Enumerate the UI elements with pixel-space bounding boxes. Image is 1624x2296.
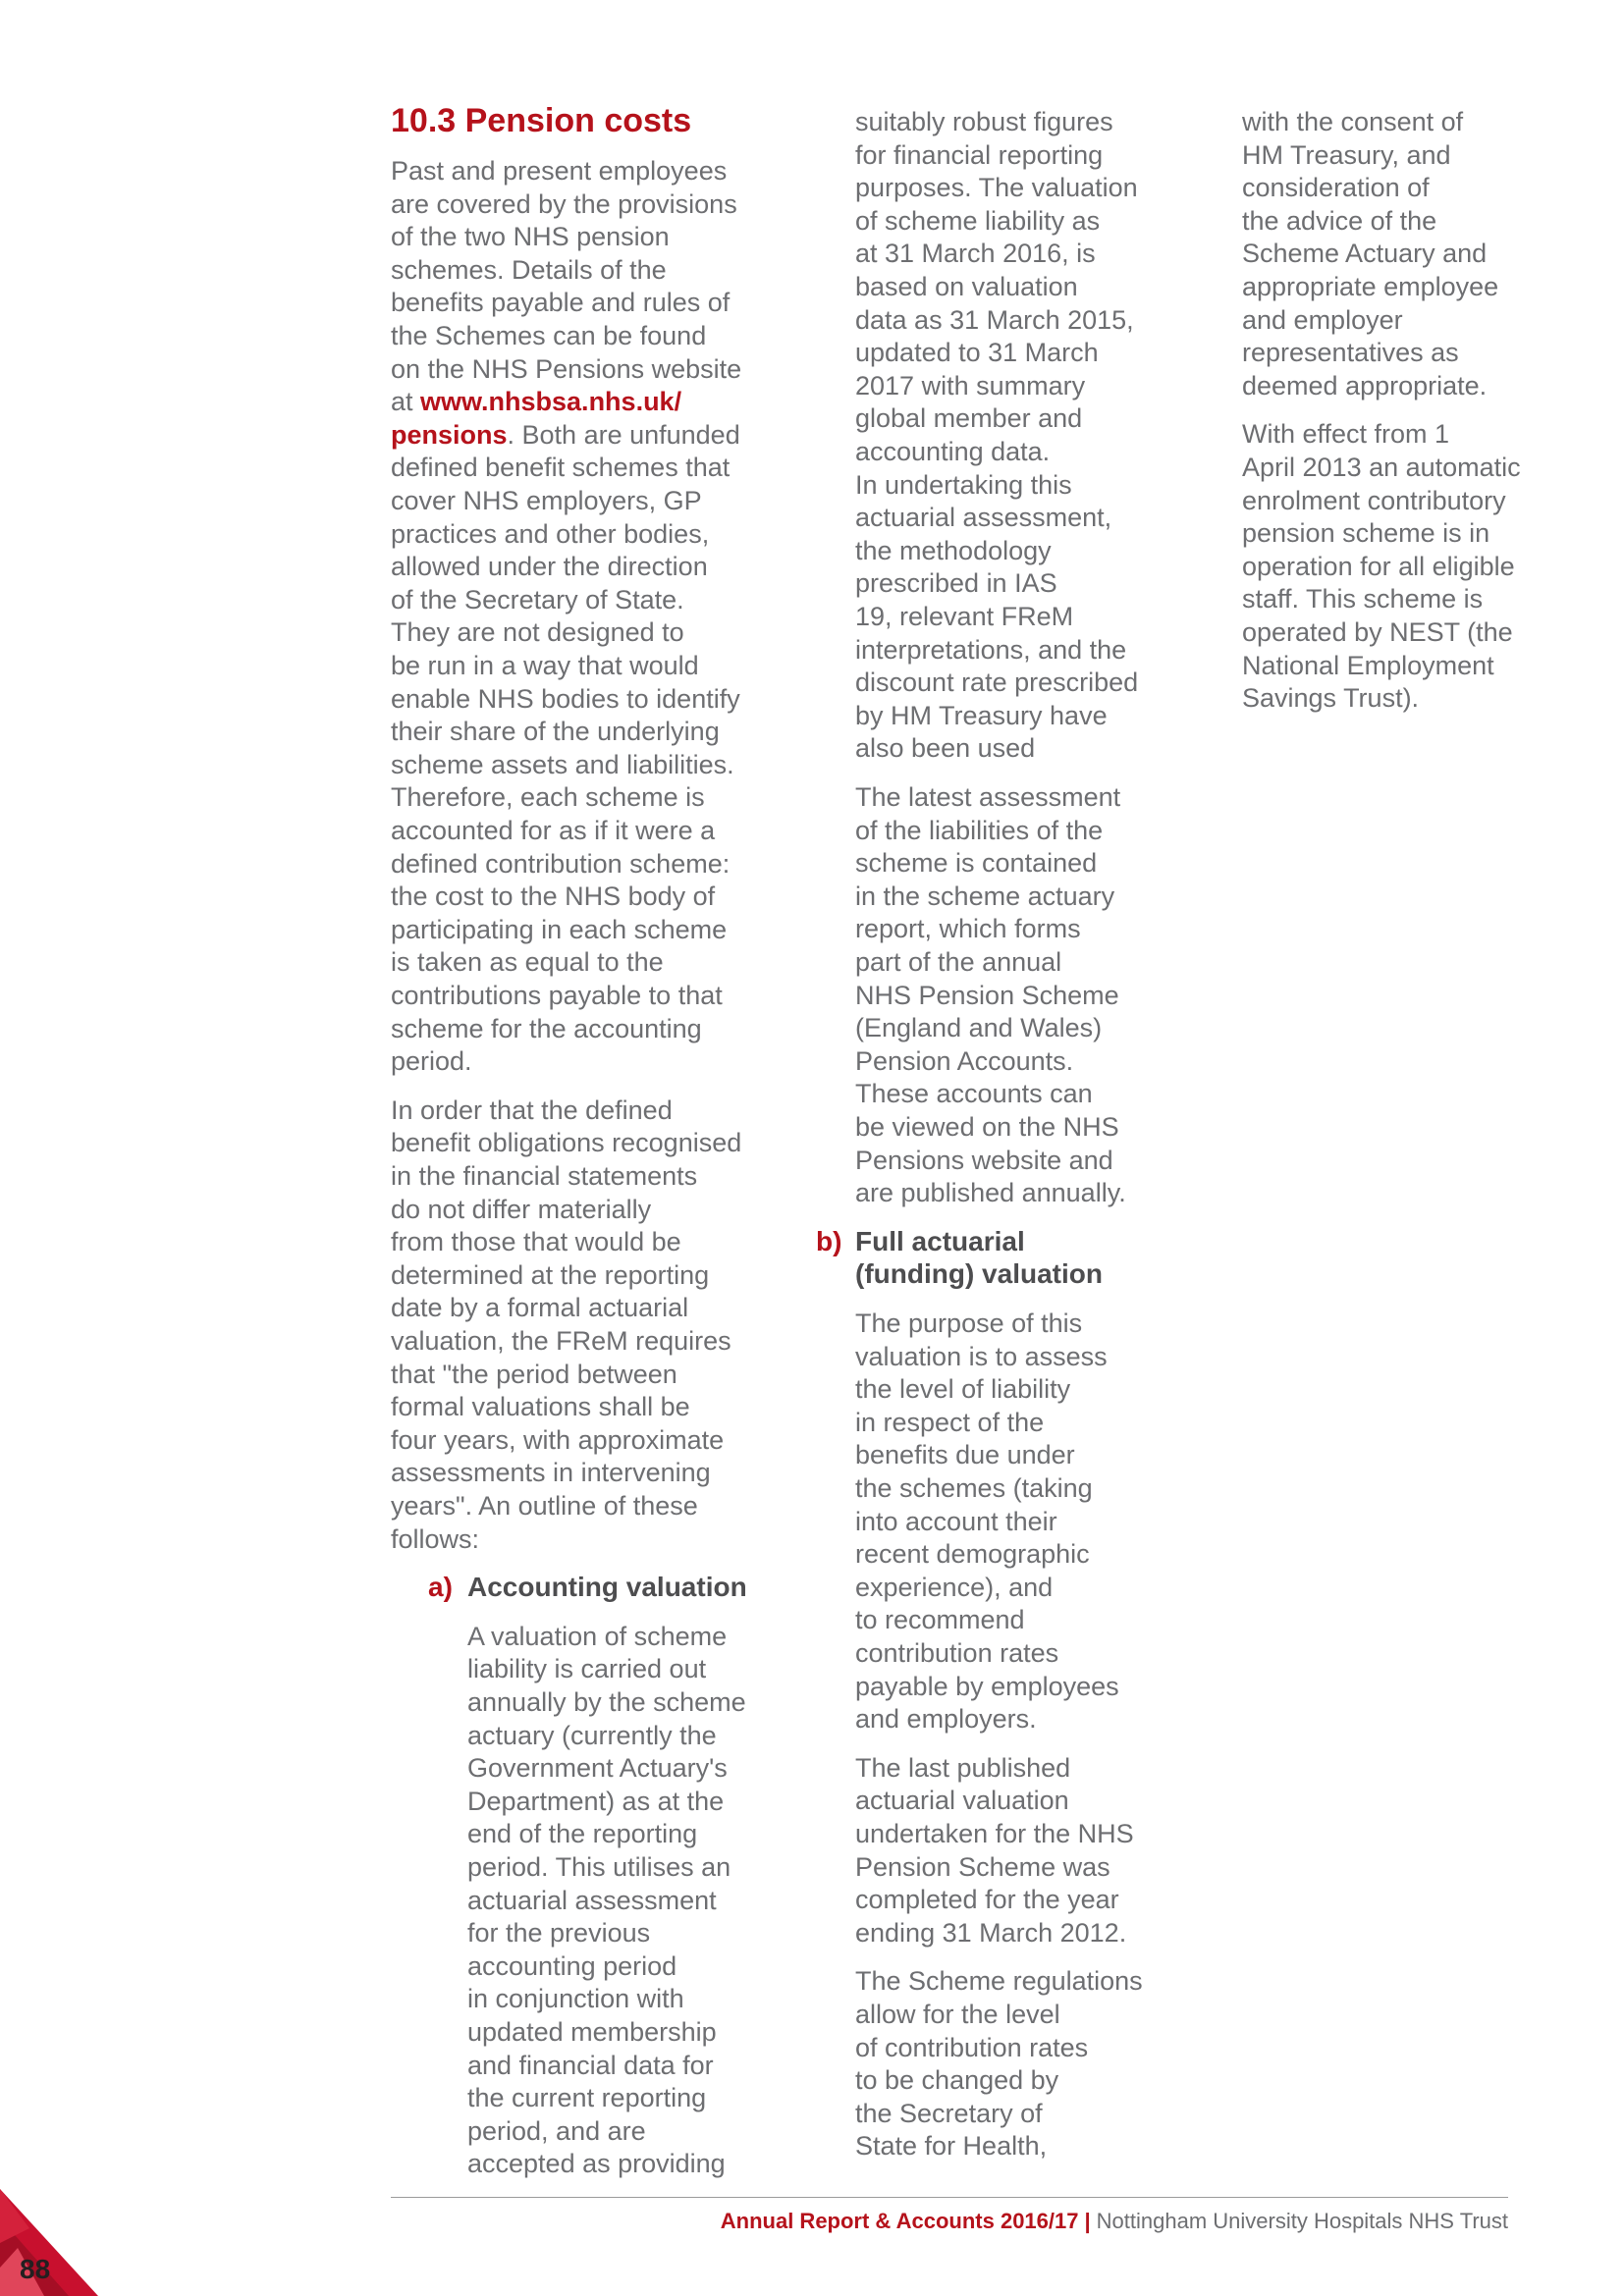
list-marker-a: a) — [428, 1572, 453, 1603]
body-text-line: that "the period between — [391, 1359, 677, 1389]
body-text-line: the advice of the — [1242, 205, 1437, 236]
link-prefix: at — [391, 387, 421, 417]
body-text-line: to recommend — [855, 1605, 1025, 1635]
body-text-line: accounting data. — [855, 437, 1051, 466]
body-text-line: defined benefit schemes that — [391, 453, 731, 483]
body-text-line: ending 31 March 2012. — [855, 1917, 1127, 1948]
body-text-line: actuarial assessment — [467, 1885, 717, 1915]
body-text-line: of the two NHS pension — [391, 222, 670, 252]
body-text-line: from those that would be — [391, 1227, 681, 1257]
body-text-line: 2017 with summary — [855, 370, 1086, 400]
body-text-line: benefit obligations recognised — [391, 1128, 742, 1158]
body-text-line: is taken as equal to the — [391, 947, 664, 978]
body-text-line: actuarial valuation — [855, 1786, 1069, 1816]
body-text-line: benefits payable and rules of — [391, 288, 731, 318]
body-text-line: scheme for the accounting — [391, 1013, 702, 1043]
body-text-line: updated membership — [467, 2017, 717, 2047]
body-text-line: Therefore, each scheme is — [391, 782, 705, 813]
body-text-line: updated to 31 March — [855, 338, 1099, 368]
footer-separator: | — [1084, 2209, 1091, 2233]
body-text-line: discount rate prescribed — [855, 667, 1139, 698]
body-text-line: with the consent of — [1242, 107, 1464, 136]
body-text-line: accepted as providing — [467, 2149, 726, 2179]
body-text-line: period, and are — [467, 2115, 646, 2146]
body-text-line: by HM Treasury have — [855, 700, 1108, 730]
body-text-line: practices and other bodies, — [391, 518, 710, 549]
body-text-line: (England and Wales) — [855, 1013, 1103, 1043]
body-text-line: Pensions website and — [855, 1145, 1113, 1175]
body-text-line: the methodology — [855, 535, 1052, 565]
body-text-line: are published annually. — [855, 1178, 1126, 1208]
footer-divider — [391, 2197, 1508, 2198]
body-text-line: data as 31 March 2015, — [855, 304, 1134, 335]
body-text-line: global member and — [855, 403, 1083, 434]
body-text-line: are covered by the provisions — [391, 188, 737, 219]
body-text-line: payable by employees — [855, 1671, 1119, 1701]
body-text-line: of contribution rates — [855, 2032, 1089, 2062]
body-text-line: purposes. The valuation — [855, 173, 1138, 203]
body-text-line: be run in a way that would — [391, 651, 699, 680]
body-text-line: determined at the reporting — [391, 1259, 710, 1290]
body-text-line: Pension Accounts. — [855, 1045, 1074, 1076]
body-text-line: report, which forms — [855, 914, 1081, 944]
body-text-line: consideration of — [1242, 173, 1430, 203]
list-marker-b: b) — [816, 1225, 842, 1256]
body-text-line: State for Health, — [855, 2131, 1048, 2162]
body-text-line: in respect of the — [855, 1407, 1045, 1437]
body-text-line: representatives as — [1242, 338, 1459, 368]
body-text-line — [391, 418, 740, 452]
body-text-line: staff. This scheme is — [1242, 584, 1484, 614]
subheading-accounting-valuation: Accounting valuation — [467, 1572, 747, 1603]
body-text-line: to be changed by — [855, 2065, 1059, 2096]
body-text-line: be viewed on the NHS — [855, 1112, 1119, 1142]
body-text-line: in conjunction with — [467, 1984, 684, 2014]
body-text-line: cover NHS employers, GP — [391, 486, 702, 515]
body-text-line: scheme assets and liabilities. — [391, 749, 734, 779]
body-text-line: The Scheme regulations — [855, 1966, 1143, 1997]
body-text-line: These accounts can — [855, 1079, 1093, 1109]
body-text-line: They are not designed to — [391, 617, 684, 648]
body-text-line: With effect from 1 — [1242, 419, 1450, 450]
body-text-line — [391, 385, 681, 418]
body-text-line: Department) as at the — [467, 1786, 725, 1816]
body-text-line: enrolment contributory — [1242, 485, 1506, 515]
nhs-pensions-link[interactable]: www.nhsbsa.nhs.uk/ — [420, 387, 682, 417]
body-text-line: allowed under the direction — [391, 552, 708, 582]
body-text-line: into account their — [855, 1506, 1057, 1536]
body-text-line: contributions payable to that — [391, 981, 723, 1010]
body-text-line: and employers. — [855, 1704, 1037, 1735]
body-text-line: Past and present employees — [391, 156, 728, 186]
body-text-line: 19, relevant FReM — [855, 602, 1074, 631]
body-text-line: A valuation of scheme — [467, 1621, 728, 1651]
body-text-line: schemes. Details of the — [391, 254, 667, 285]
body-text-line: The purpose of this — [855, 1308, 1083, 1338]
link-trailing-text: . Both are unfunded — [507, 419, 740, 450]
body-text-line: The latest assessment — [855, 782, 1121, 812]
body-text-line: date by a formal actuarial — [391, 1293, 689, 1323]
body-text-line: in the scheme actuary — [855, 881, 1115, 911]
body-text-line: formal valuations shall be — [391, 1392, 690, 1422]
body-text-line: benefits due under — [855, 1440, 1075, 1470]
body-text-line: actuary (currently the — [467, 1720, 717, 1750]
body-text-line: NHS Pension Scheme — [855, 980, 1119, 1010]
body-text-line: liability is carried out — [467, 1654, 707, 1684]
body-text-line: April 2013 an automatic — [1242, 453, 1521, 482]
nhs-pensions-link-continued[interactable]: pensions — [391, 419, 508, 450]
body-text-line: recent demographic — [855, 1539, 1090, 1570]
body-text-line: for the previous — [467, 1918, 651, 1949]
body-text-line: allow for the level — [855, 2000, 1060, 2029]
body-text-line: actuarial assessment, — [855, 503, 1112, 533]
body-text-line: defined contribution scheme: — [391, 848, 731, 879]
body-text-line: appropriate employee — [1242, 272, 1499, 301]
body-text-line: the cost to the NHS body of — [391, 881, 716, 912]
body-text-line: of scheme liability as — [855, 205, 1101, 236]
body-text-line: follows: — [391, 1523, 480, 1554]
body-text-line: valuation, the FReM requires — [391, 1326, 731, 1356]
body-text-line: In order that the defined — [391, 1095, 673, 1125]
body-text-line: the level of liability — [855, 1374, 1071, 1405]
subheading-full-actuarial-valuation: (funding) valuation — [855, 1258, 1103, 1290]
body-text-line: annually by the scheme — [467, 1687, 746, 1717]
body-text-line: scheme is contained — [855, 848, 1098, 879]
body-text-line: Savings Trust). — [1242, 683, 1420, 714]
body-text-line: Pension Scheme was — [855, 1851, 1110, 1882]
body-text-line: part of the annual — [855, 947, 1062, 977]
footer — [721, 2208, 1508, 2235]
footer-organisation: Nottingham University Hospitals NHS Trust — [1096, 2209, 1508, 2233]
body-text-line: assessments in intervening — [391, 1458, 711, 1488]
body-text-line: four years, with approximate — [391, 1424, 725, 1455]
body-text-line: their share of the underlying — [391, 717, 720, 747]
subheading-full-actuarial-valuation: Full actuarial — [855, 1225, 1025, 1256]
body-text-line: accounted for as if it were a — [391, 816, 716, 845]
body-text-line: enable NHS bodies to identify — [391, 683, 740, 714]
body-text-line: in the financial statements — [391, 1161, 698, 1191]
body-text-line: The last published — [855, 1752, 1071, 1783]
body-text-line: for financial reporting — [855, 139, 1104, 170]
body-text-line: pension scheme is in — [1242, 518, 1490, 549]
body-text-line: HM Treasury, and — [1242, 139, 1451, 170]
body-text-line: experience), and — [855, 1572, 1054, 1602]
body-text-line: and financial data for — [467, 2050, 714, 2080]
body-text-line: of the Secretary of State. — [391, 584, 684, 614]
body-text-line: National Employment — [1242, 650, 1494, 680]
body-text-line: of the liabilities of the — [855, 815, 1104, 845]
body-text-line: years". An outline of these — [391, 1491, 698, 1521]
body-text-line: Scheme Actuary and — [1242, 239, 1488, 269]
body-text-line: on the NHS Pensions website — [391, 353, 742, 384]
body-text-line: and employer — [1242, 304, 1403, 335]
body-text-line: also been used — [855, 733, 1036, 764]
body-text-line: the current reporting — [467, 2083, 707, 2113]
section-title: 10.3 Pension costs — [391, 102, 692, 139]
body-text-line: operation for all eligible — [1242, 551, 1515, 581]
body-text-line: suitably robust figures — [855, 107, 1113, 136]
body-text-line: valuation is to assess — [855, 1341, 1108, 1371]
body-text-line: undertaken for the NHS — [855, 1819, 1134, 1848]
body-text-line: end of the reporting — [467, 1819, 698, 1849]
footer-report-title: Annual Report & Accounts 2016/17 — [720, 2209, 1079, 2233]
body-text-line: deemed appropriate. — [1242, 370, 1488, 400]
body-text-line: interpretations, and the — [855, 634, 1127, 665]
body-text-line: the Secretary of — [855, 2098, 1043, 2128]
body-text-line: accounting period — [467, 1950, 677, 1981]
body-text-line: Government Actuary's — [467, 1753, 728, 1784]
body-text-line: period. — [391, 1046, 472, 1077]
body-text-line: the schemes (taking — [855, 1473, 1093, 1503]
body-text-line: at 31 March 2016, is — [855, 239, 1096, 269]
body-text-line: prescribed in IAS — [855, 568, 1057, 599]
body-text-line: In undertaking this — [855, 469, 1072, 500]
body-text-line: period. This utilises an — [467, 1852, 731, 1882]
body-text-line: participating in each scheme — [391, 914, 728, 944]
body-text-line: completed for the year — [855, 1885, 1119, 1915]
body-text-line: the Schemes can be found — [391, 321, 707, 350]
body-text-line: contribution rates — [855, 1638, 1059, 1668]
body-text-line: do not differ materially — [391, 1194, 652, 1224]
page-number: 88 — [20, 2254, 51, 2284]
body-text-line: based on valuation — [855, 272, 1078, 301]
body-text-line: operated by NEST (the — [1242, 617, 1513, 647]
